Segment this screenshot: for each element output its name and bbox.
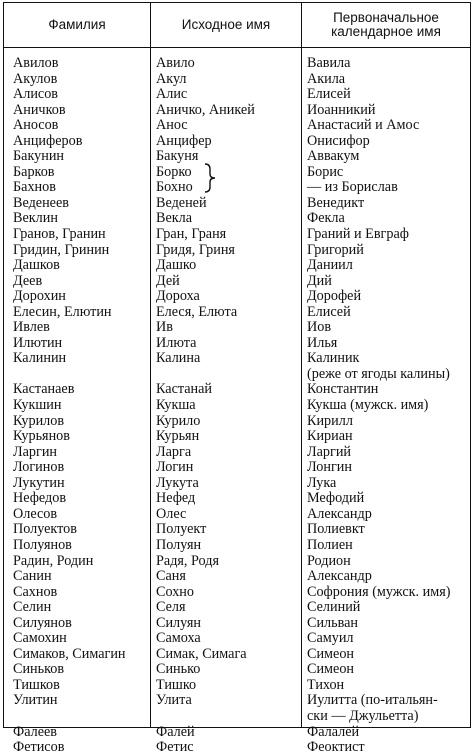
calendar-name-cell: Онисифор	[307, 132, 370, 149]
calendar-name-cell: Елисей	[307, 303, 351, 320]
source-name-cell: Алис	[156, 86, 188, 103]
surname-cell: Полуянов	[13, 536, 72, 553]
surname-cell: Калинин	[13, 350, 67, 367]
calendar-name-cell: Селиний	[307, 599, 361, 616]
surname-cell: Синьков	[13, 661, 65, 678]
source-name-cell: Кастанай	[156, 381, 213, 398]
calendar-name-cell: Лука	[307, 474, 337, 491]
calendar-name-cell: Граний и Евграф	[307, 226, 409, 243]
source-name-cell: Борко	[156, 163, 192, 180]
source-name-cell: Симак, Симага	[156, 645, 247, 662]
source-name-cell: Веденей	[156, 194, 207, 211]
calendar-name-cell: Симеон	[307, 645, 355, 662]
surname-cell: Дашков	[13, 257, 60, 274]
source-name-cell: Илюта	[156, 334, 197, 351]
source-name-cell: Гридя, Гриня	[156, 241, 235, 258]
source-name-cell: Полуект	[156, 521, 207, 538]
calendar-name-cell: Александр	[307, 505, 372, 522]
surname-cell: Бакунин	[13, 148, 65, 165]
source-name-cell: Дороха	[156, 288, 200, 305]
surname-cell: Веденеев	[13, 194, 69, 211]
surname-cell: Аносов	[13, 117, 59, 134]
source-name-cell: Сохно	[156, 583, 194, 600]
surname-column	[13, 56, 126, 756]
calendar-name-cell: Акила	[307, 70, 346, 87]
source-name-cell: Ив	[156, 319, 173, 336]
source-name-cell: Самоха	[156, 630, 201, 647]
surname-cell: Ивлев	[13, 319, 50, 336]
calendar-name-cell: Родион	[307, 552, 351, 569]
source-name-cell: Логин	[156, 459, 194, 476]
calendar-name-cell: Кирилл	[307, 412, 353, 429]
calendar-name-cell: Сильван	[307, 614, 359, 631]
source-name-cell: Кукша	[156, 397, 196, 414]
surname-cell: Силуянов	[13, 614, 72, 631]
source-name-cell: Синько	[156, 661, 201, 678]
surname-cell: Улитин	[13, 692, 58, 709]
source-name-cell: Улита	[156, 692, 192, 709]
source-name-cell: Аничко, Аникей	[156, 101, 255, 118]
surname-cell: Бахнов	[13, 179, 56, 196]
source-name-cell: Елеся, Елюта	[156, 303, 238, 320]
surname-cell: Гридин, Гринин	[13, 241, 110, 258]
source-name-cell: Фетис	[156, 739, 194, 756]
header-calendar-name-line2: календарное имя	[331, 24, 441, 39]
source-name-cell: Фалей	[156, 723, 195, 740]
source-name-cell	[156, 367, 255, 383]
calendar-name-cell: Ларгий	[307, 443, 352, 460]
calendar-name-cell: Полиевкт	[307, 521, 365, 538]
calendar-name-cell: ски — Джульетта)	[307, 707, 419, 724]
surname-cell: Авилов	[13, 55, 59, 71]
calendar-name-cell: — из Борислав	[307, 179, 398, 196]
header-calendar-name-line1: Первоначальное	[333, 10, 439, 25]
surname-cell	[13, 709, 126, 725]
calendar-name-cell: Иоанникий	[307, 101, 376, 118]
calendar-name-cell: Борис	[307, 163, 344, 180]
surname-cell: Олесов	[13, 505, 58, 522]
column-divider-2	[301, 3, 302, 727]
surname-cell: Аничков	[13, 101, 66, 118]
column-divider-1	[150, 3, 151, 727]
calendar-name-cell: Дий	[307, 272, 332, 289]
calendar-name-cell: Аввакум	[307, 148, 360, 165]
surname-origin-table	[3, 2, 471, 756]
surname-cell: Кастанаев	[13, 381, 75, 398]
surname-cell: Радин, Родин	[13, 552, 94, 569]
source-name-cell: Авило	[156, 55, 195, 71]
surname-cell: Гранов, Гранин	[13, 226, 106, 243]
source-name-cell: Анцифер	[156, 132, 212, 149]
surname-cell: Лукутин	[13, 474, 65, 491]
calendar-name-cell: Вавила	[307, 55, 351, 71]
calendar-name-cell: Софрония (мужск. имя)	[307, 583, 451, 600]
calendar-name-cell: Полиен	[307, 536, 353, 553]
calendar-name-cell: Фалалей	[307, 723, 360, 740]
calendar-name-cell: Илья	[307, 334, 338, 351]
source-name-cell: Саня	[156, 568, 186, 585]
source-name-cell: Калина	[156, 350, 201, 367]
surname-cell: Анциферов	[13, 132, 83, 149]
calendar-name-cell: Иулитта (по-итальян-	[307, 692, 438, 709]
surname-cell: Алисов	[13, 86, 59, 103]
surname-cell: Нефедов	[13, 490, 67, 507]
source-name-cell	[156, 709, 255, 725]
surname-cell: Курилов	[13, 412, 65, 429]
source-name-cell: Гран, Граня	[156, 226, 227, 243]
surname-cell: Тишков	[13, 676, 60, 693]
header-surname	[4, 3, 150, 47]
calendar-name-cell: Константин	[307, 381, 379, 398]
source-name-column	[156, 56, 255, 756]
surname-cell: Логинов	[13, 459, 65, 476]
calendar-name-cell: Тихон	[307, 676, 345, 693]
header-surname-text: Фамилия	[48, 17, 106, 32]
calendar-name-cell: Анастасий и Амос	[307, 117, 420, 134]
calendar-name-cell: Кукша (мужск. имя)	[307, 397, 429, 414]
calendar-name-cell: Иов	[307, 319, 332, 336]
source-name-cell: Селя	[156, 599, 186, 616]
source-name-cell: Полуян	[156, 536, 202, 553]
calendar-name-cell: Дорофей	[307, 288, 362, 305]
source-name-cell: Дашко	[156, 257, 197, 274]
source-name-cell: Курило	[156, 412, 201, 429]
source-name-cell: Нефед	[156, 490, 196, 507]
source-name-cell: Акул	[156, 70, 187, 87]
surname-cell: Ларгин	[13, 443, 58, 460]
surname-cell: Селин	[13, 599, 52, 616]
source-name-cell: Лукута	[156, 474, 199, 491]
surname-cell: Симаков, Симагин	[13, 645, 126, 662]
surname-cell: Веклин	[13, 210, 58, 227]
calendar-name-cell: Даниил	[307, 257, 353, 274]
surname-cell: Самохин	[13, 630, 67, 647]
surname-cell: Дорохин	[13, 288, 66, 305]
surname-cell: Полуектов	[13, 521, 77, 538]
calendar-name-cell: Самуил	[307, 630, 354, 647]
surname-cell: Деев	[13, 272, 43, 289]
calendar-name-cell: Кириан	[307, 428, 353, 445]
source-name-cell: Дей	[156, 272, 180, 289]
header-calendar-name	[302, 3, 470, 47]
calendar-name-cell: Лонгин	[307, 459, 352, 476]
calendar-name-cell: Фекла	[307, 210, 345, 227]
source-name-cell: Радя, Родя	[156, 552, 219, 569]
calendar-name-column	[307, 56, 450, 756]
calendar-name-cell: Венедикт	[307, 194, 365, 211]
header-source-name-text: Исходное имя	[181, 17, 271, 32]
surname-cell: Акулов	[13, 70, 58, 87]
source-name-cell: Анос	[156, 117, 188, 134]
surname-cell: Барков	[13, 163, 55, 180]
surname-cell: Санин	[13, 568, 52, 585]
header-underline	[4, 47, 470, 48]
source-name-cell: Олес	[156, 505, 187, 522]
calendar-name-cell: Григорий	[307, 241, 364, 258]
calendar-name-cell: Симеон	[307, 661, 355, 678]
calendar-name-cell: Елисей	[307, 86, 351, 103]
calendar-name-cell: (реже от ягоды калины)	[307, 365, 450, 382]
surname-cell: Илютин	[13, 334, 63, 351]
source-name-cell: Ларга	[156, 443, 192, 460]
calendar-name-cell: Александр	[307, 568, 372, 585]
surname-cell: Фалеев	[13, 723, 58, 740]
surname-cell	[13, 367, 126, 383]
calendar-name-cell: Мефодий	[307, 490, 365, 507]
source-name-cell: Тишко	[156, 676, 197, 693]
surname-cell: Фетисов	[13, 739, 65, 756]
surname-cell: Кукшин	[13, 397, 62, 414]
source-name-cell: Бохно	[156, 179, 193, 196]
calendar-name-cell: Калиник	[307, 350, 360, 367]
source-name-cell: Бакуня	[156, 148, 199, 165]
surname-cell: Елесин, Елютин	[13, 303, 112, 320]
source-name-cell: Курьян	[156, 428, 200, 445]
calendar-name-cell: Феоктист	[307, 739, 365, 756]
curly-brace-mark	[203, 163, 217, 193]
surname-cell: Сахнов	[13, 583, 58, 600]
header-source-name	[151, 3, 301, 47]
surname-cell: Курьянов	[13, 428, 70, 445]
source-name-cell: Векла	[156, 210, 193, 227]
source-name-cell: Силуян	[156, 614, 201, 631]
